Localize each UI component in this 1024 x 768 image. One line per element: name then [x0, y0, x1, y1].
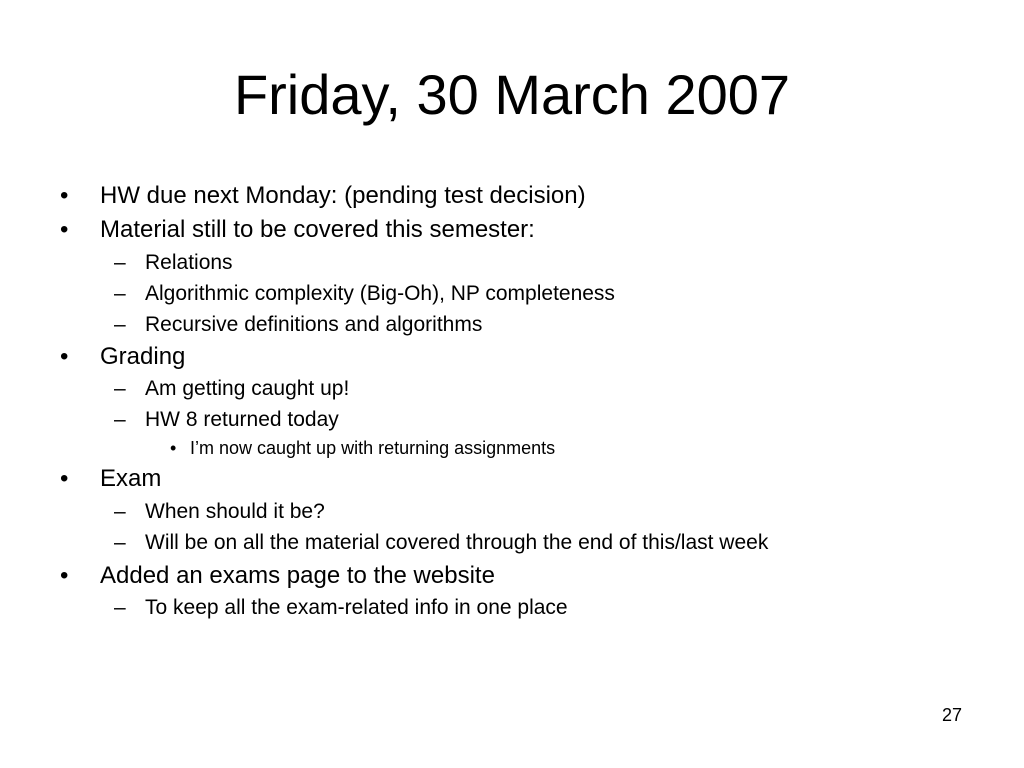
dash-marker: –: [114, 313, 126, 336]
sub-item-exam-info: To keep all the exam-related info in one place: [145, 596, 568, 619]
bullet-item-material: Material still to be covered this semester:: [100, 216, 535, 243]
bullet-item-grading: Grading: [100, 343, 186, 370]
sub-item-hw8: HW 8 returned today: [145, 408, 339, 431]
dash-marker: –: [114, 531, 126, 554]
dash-marker: –: [114, 596, 126, 619]
sub-sub-item-returning: I’m now caught up with returning assignments: [190, 438, 556, 458]
bullet-marker: •: [60, 343, 69, 370]
sub-item-caught-up: Am getting caught up!: [145, 377, 350, 400]
bullet-item-hw-due: HW due next Monday: (pending test decision): [100, 182, 586, 209]
sub-item-complexity: Algorithmic complexity (Big-Oh), NP completeness: [145, 282, 615, 305]
page-number: 27: [941, 705, 962, 725]
bullet-marker: •: [60, 562, 69, 589]
bullet-marker: •: [60, 216, 69, 243]
bullet-marker: •: [60, 182, 69, 209]
bullet-marker: •: [170, 438, 177, 458]
sub-item-relations: Relations: [145, 251, 233, 274]
bullet-item-exams-page: Added an exams page to the website: [100, 562, 495, 589]
sub-item-recursive: Recursive definitions and algorithms: [145, 313, 483, 336]
dash-marker: –: [114, 282, 126, 305]
sub-item-when: When should it be?: [145, 500, 325, 523]
slide-title: Friday, 30 March 2007: [233, 63, 791, 126]
dash-marker: –: [114, 408, 126, 431]
bullet-marker: •: [60, 465, 69, 492]
dash-marker: –: [114, 251, 126, 274]
dash-marker: –: [114, 500, 126, 523]
dash-marker: –: [114, 377, 126, 400]
sub-item-material-covered: Will be on all the material covered through the end of this/last week: [145, 531, 769, 554]
bullet-item-exam: Exam: [100, 465, 162, 492]
